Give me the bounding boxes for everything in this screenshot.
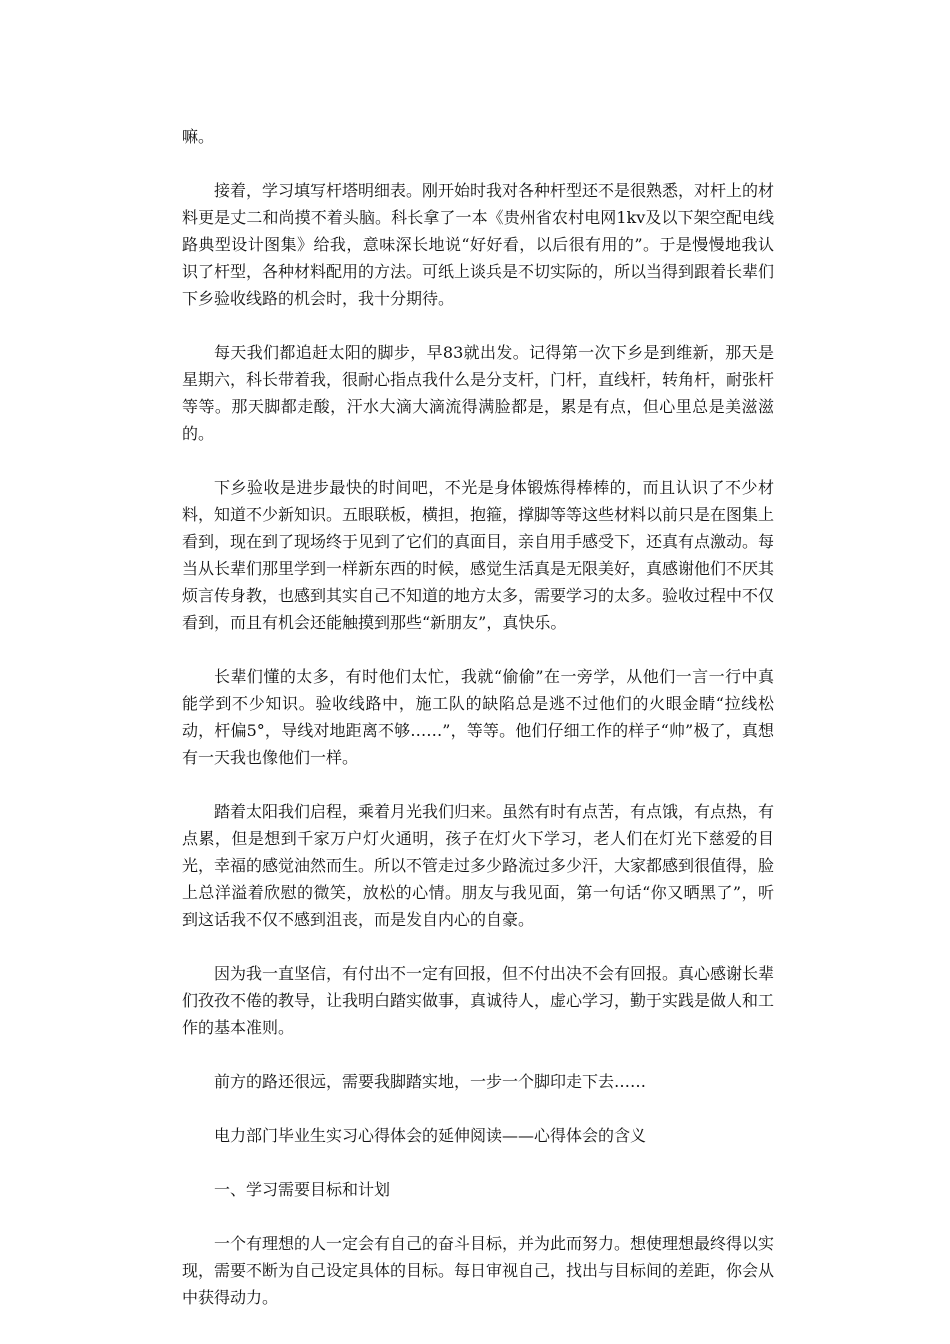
paragraph-continuation: 嘛。 — [182, 127, 215, 146]
paragraph-sun-and-moon: 踏着太阳我们启程，乘着月光我们归来。虽然有时有点苦，有点饿，有点热，有点累，但是想到千家万户灯火通明，孩子在灯火下学习，老人们在灯光下慈爱的目光，幸福的感觉油然而生。所以不管走过多少路流过多少汗，大家都感到很值得，脸上总洋溢着欣慰的微笑，放松的心情。朋友与我见面，第一句话“你又晒黑了”，听到这话我不仅不感到沮丧，而是发自内心的自豪。 — [182, 802, 775, 929]
paragraph-extended-reading-title: 电力部门毕业生实习心得体会的延伸阅读——心得体会的含义 — [214, 1126, 647, 1145]
paragraph-belief: 因为我一直坚信，有付出不一定有回报，但不付出决不会有回报。真心感谢长辈们孜孜不倦的教导，让我明白踏实做事，真诚待人，虚心学习，勤于实践是做人和工作的基本准则。 — [182, 964, 775, 1037]
paragraph-road-ahead: 前方的路还很远，需要我脚踏实地，一步一个脚印走下去…… — [214, 1072, 647, 1091]
paragraph-learning-from-elders: 长辈们懂的太多，有时他们太忙，我就“偷偷”在一旁学，从他们一言一行中真能学到不少知识。验收线路中，施工队的缺陷总是逃不过他们的火眼金睛“拉线松动，杆偏5°，导线对地距离不够……”，等等。他们仔细工作的样子“帅”极了，真想有一天我也像他们一样。 — [182, 667, 774, 767]
paragraph-tower-table: 接着，学习填写杆塔明细表。刚开始时我对各种杆型还不是很熟悉，对杆上的材料更是丈二和尚摸不着头脑。科长拿了一本《贵州省农村电网1kv及以下架空配电线路典型设计图集》给我，意味深长地说“好好看，以后很有用的”。于是慢慢地我认识了杆型，各种材料配用的方法。可纸上谈兵是不切实际的，所以当得到跟着长辈们下乡验收线路的机会时，我十分期待。 — [182, 181, 775, 308]
paragraph-section-heading: 一、学习需要目标和计划 — [214, 1180, 391, 1199]
paragraph-first-trip: 每天我们都追赶太阳的脚步，早83就出发。记得第一次下乡是到维新，那天是星期六，科长带着我，很耐心指点我什么是分支杆，门杆，直线杆，转角杆，耐张杆等等。那天脚都走酸，汗水大滴大滴流得满脸都是，累是有点，但心里总是美滋滋的。 — [182, 343, 775, 443]
document-body — [182, 123, 774, 1338]
paragraph-inspection-progress: 下乡验收是进步最快的时间吧，不光是身体锻炼得棒棒的，而且认识了不少材料，知道不少新知识。五眼联板，横担，抱箍，撑脚等等这些材料以前只是在图集上看到，现在到了现场终于见到了它们的真面目，亲自用手感受下，还真有点激动。每当从长辈们那里学到一样新东西的时候，感觉生活真是无限美好，真感谢他们不厌其烦言传身教，也感到其实自己不知道的地方太多，需要学习的太多。验收过程中不仅看到，而且有机会还能触摸到那些“新朋友”，真快乐。 — [182, 478, 775, 632]
paragraph-goals: 一个有理想的人一定会有自己的奋斗目标，并为此而努力。想使理想最终得以实现，需要不断为自己设定具体的目标。每日审视自己，找出与目标间的差距，你会从中获得动力。 — [182, 1234, 775, 1307]
